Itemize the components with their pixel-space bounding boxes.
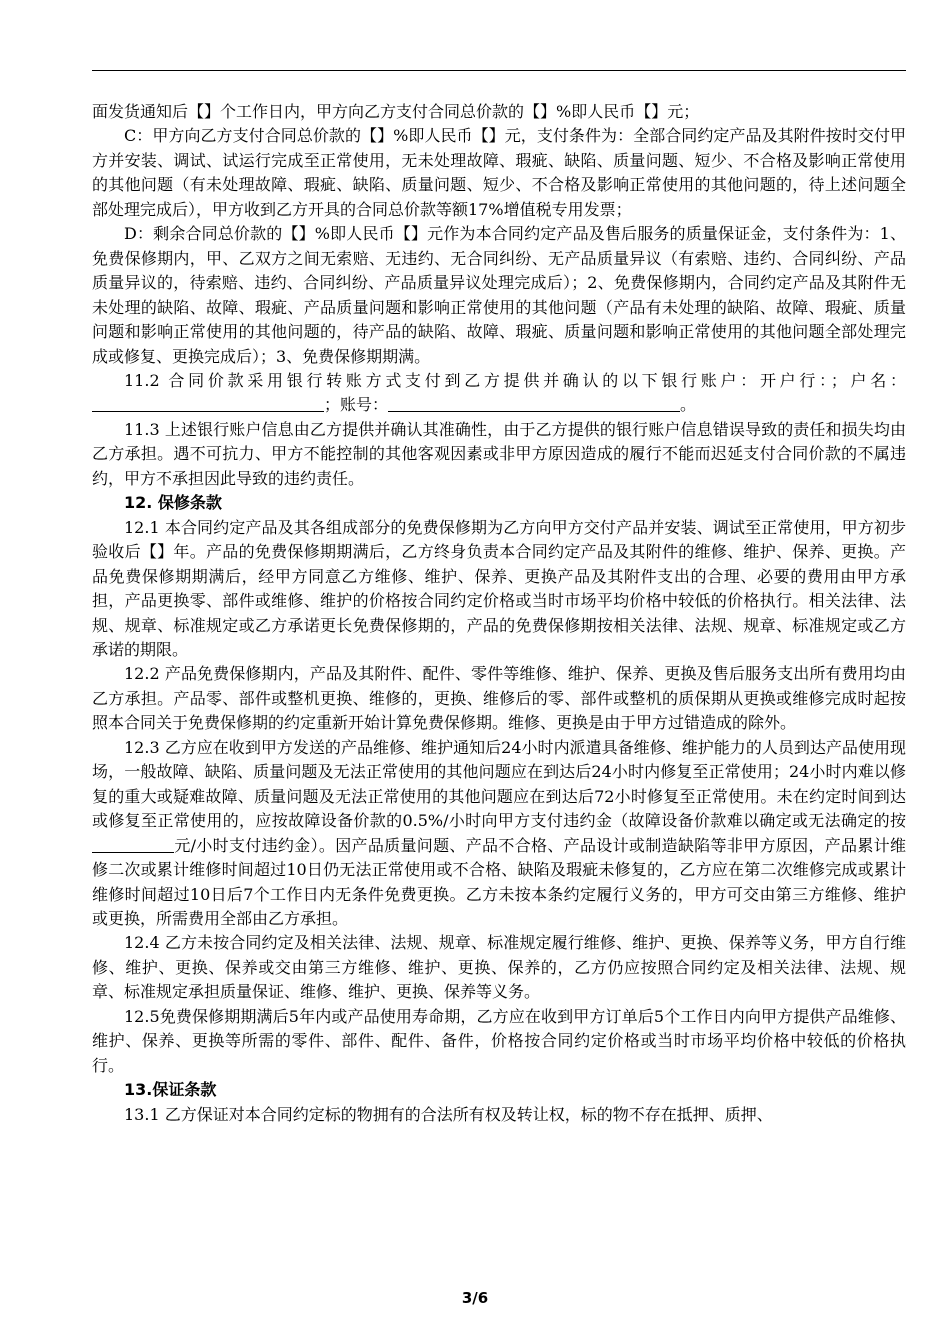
page-number: 3/6 [461, 1289, 489, 1307]
clause-11-2 [92, 369, 906, 418]
clause-12-1: 12.1 本合同约定产品及其各组成部分的免费保修期为乙方向甲方交付产品并安装、调试至正常使用，甲方初步验收后【】年。产品的免费保修期期满后，乙方终身负责本合同约定产品及其附件的维修、维护、保养、更换。产品免费保修期期满后，经甲方同意乙方维修、维护、保养、更换产品及其附件支出的合理、必要的费用由甲方承担，产品更换零、部件或维修、维护的价格按合同约定价格或当时市场平均价格中较低的价格执行。相关法律、法规、规章、标准规定或乙方承诺更长免费保修期的，产品的免费保修期按相关法律、法规、规章、标准规定或乙方承诺的期限。 [92, 517, 906, 659]
section-12-heading: 12. 保修条款 [124, 493, 222, 513]
penalty-amount-blank [92, 836, 174, 853]
clause-12-3 [92, 736, 906, 932]
account-name-blank [92, 395, 324, 412]
payment-clause-c: C：甲方向乙方支付合同总价款的【】%即人民币【】元，支付条件为：全部合同约定产品及其附件按时交付甲方并安装、调试、试运行完成至正常使用，无未处理故障、瑕疵、缺陷、质量问题、短少、不合格及影响正常使用的其他问题（有未处理故障、瑕疵、缺陷、质量问题、短少、不合格及影响正常使用的其他问题的，待上述问题全部处理完成后），甲方收到乙方开具的合同总价款等额17%增值税专用发票； [92, 126, 906, 219]
section-13-heading: 13.保证条款 [124, 1080, 217, 1100]
account-number-blank [388, 395, 680, 412]
clause-11-2-text: 11.2 合同价款采用银行转账方式支付到乙方提供并确认的以下银行账户：开户行：；户名： [124, 370, 906, 390]
clause-12-3-text: 12.3 乙方应在收到甲方发送的产品维修、维护通知后24小时内派遣具备维修、维护能力的人员到达产品使用现场，一般故障、缺陷、质量问题及无法正常使用的其他问题应在到达后24小时内修复至正常使用；24小时内难以修复的重大或疑难故障、质量问题及无法正常使用的其他问题应在到达后72小时修复至正常使用。未在约定时间到达或修复至正常使用的，应按故障设备价款的0.5%/小时向甲方支付违约金（故障设备价款难以确定或无法确定的按 [92, 737, 906, 831]
clause-12-2: 12.2 产品免费保修期内，产品及其附件、配件、零件等维修、维护、保养、更换及售后服务支出所有费用均由乙方承担。产品零、部件或整机更换、维修的，更换、维修后的零、部件或整机的质保期从更换或维修完成时起按照本合同关于免费保修期的约定重新开始计算免费保修期。维修、更换是由于甲方过错造成的除外。 [92, 664, 906, 733]
clause-12-5: 12.5免费保修期期满后5年内或产品使用寿命期，乙方应在收到甲方订单后5个工作日内向甲方提供产品维修、维护、保养、更换等所需的零件、部件、配件、备件，价格按合同约定价格或当时市场平均价格中较低的价格执行。 [92, 1006, 906, 1075]
payment-clause-d: D：剩余合同总价款的【】%即人民币【】元作为本合同约定产品及售后服务的质量保证金，支付条件为：1、免费保修期内，甲、乙双方之间无索赔、无违约、无合同纠纷、无产品质量异议（有索赔、违约、合同纠纷、产品质量异议的，待索赔、违约、合同纠纷、产品质量异议处理完成后）；2、免费保修期内，合同约定产品及其附件无未处理的缺陷、故障、瑕疵、产品质量问题和影响正常使用的其他问题（产品有未处理的缺陷、故障、瑕疵、质量问题和影响正常使用的其他问题的，待产品的缺陷、故障、瑕疵、质量问题和影响正常使用的其他问题全部处理完成或修复、更换完成后）；3、免费保修期期满。 [92, 224, 906, 366]
header-rule [92, 70, 906, 71]
clause-11-3: 11.3 上述银行账户信息由乙方提供并确认其准确性，由于乙方提供的银行账户信息错误导致的责任和损失均由乙方承担。遇不可抗力、甲方不能控制的其他客观因素或非甲方原因造成的履行不能而迟延支付合同价款的不属违约，甲方不承担因此导致的违约责任。 [92, 419, 906, 488]
clause-12-3-text-cont: 元/小时支付违约金）。因产品质量问题、产品不合格、产品设计或制造缺陷等非甲方原因，产品累计维修二次或累计维修时间超过10日仍无法正常使用或不合格、缺陷及瑕疵未修复的，乙方应在第二次维修完成或累计维修时间超过10日后7个工作日内无条件免费更换。乙方未按本条约定履行义务的，甲方可交由第三方维修、维护或更换，所需费用全部由乙方承担。 [92, 835, 906, 928]
clause-11-2-account-label: ；账号： [324, 395, 389, 415]
clause-11-2-end: 。 [680, 395, 697, 415]
clause-13-1: 13.1 乙方保证对本合同约定标的物拥有的合法所有权及转让权，标的物不存在抵押、质押、 [124, 1104, 773, 1124]
clause-12-4: 12.4 乙方未按合同约定及相关法律、法规、规章、标准规定履行维修、维护、更换、保养等义务，甲方自行维修、维护、更换、保养或交由第三方维修、维护、更换、保养的，乙方仍应按照合同约定及相关法律、法规、规章、标准规定承担质量保证、维修、维护、更换、保养等义务。 [92, 933, 906, 1002]
document-body [92, 100, 906, 1127]
payment-clause-b-end: 面发货通知后【】个工作日内，甲方向乙方支付合同总价款的【】%即人民币【】元； [92, 102, 700, 121]
